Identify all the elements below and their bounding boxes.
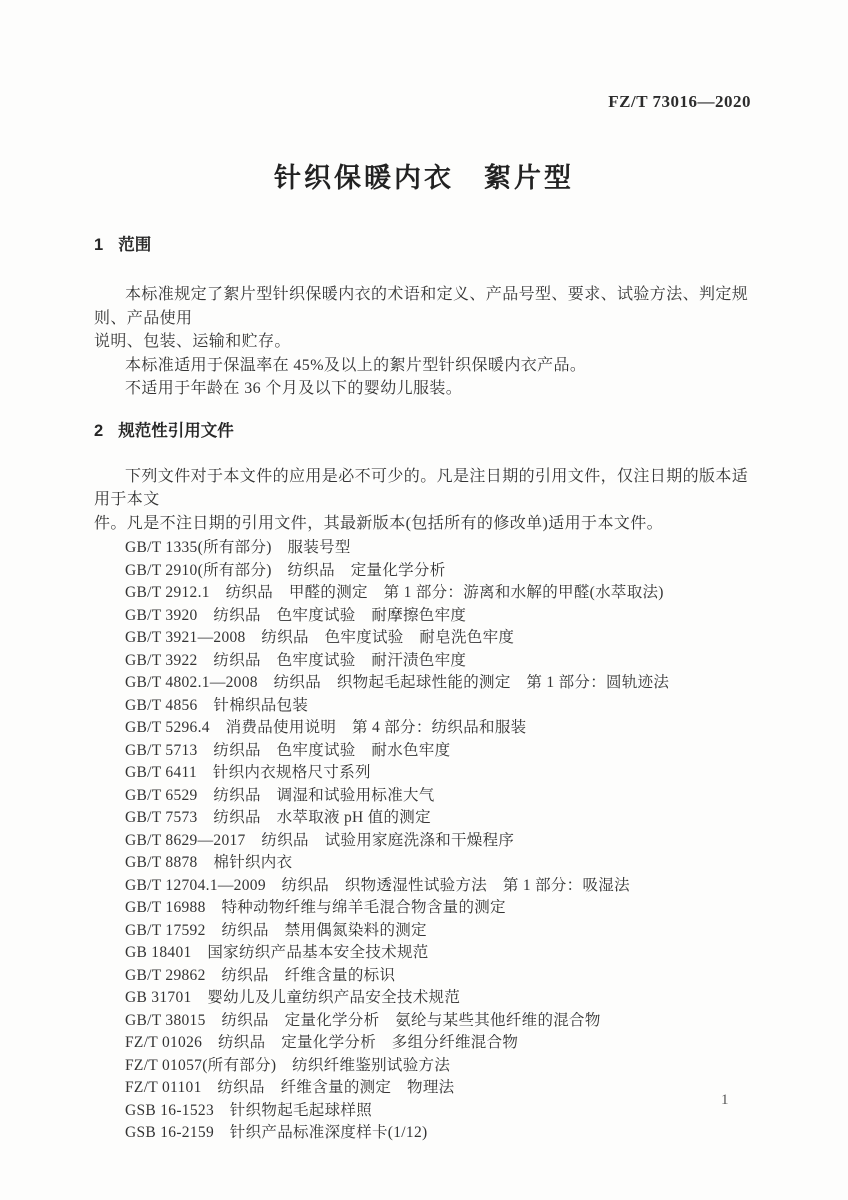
reference-item: GB 31701 婴幼儿及儿童纺织产品安全技术规范 [125,989,461,1006]
standard-code: FZ/T 73016—2020 [608,92,751,111]
reference-item: GB/T 2910(所有部分) 纺织品 定量化学分析 [125,561,446,579]
reference-item: GB/T 38015 纺织品 定量化学分析 氨纶与某些其他纤维的混合物 [125,1011,601,1029]
reference-item: FZ/T 01101 纺织品 纤维含量的测定 物理法 [125,1079,455,1096]
section-1-number: 1 [94,236,104,254]
reference-list [94,537,758,1145]
reference-item: GSB 16-2159 针织产品标准深度样卡(1/12) [125,1124,428,1141]
reference-item: GB/T 8878 棉针织内衣 [125,854,293,871]
reference-item: GSB 16-1523 针织物起毛起球样照 [125,1101,372,1119]
section-1-heading [94,237,758,254]
section-2-intro [94,465,758,536]
paragraph-line: 不适用于年龄在 36 个月及以下的婴幼儿服装。 [125,380,463,397]
reference-item: FZ/T 01026 纺织品 定量化学分析 多组分纤维混合物 [125,1034,519,1051]
reference-item: GB/T 17592 纺织品 禁用偶氮染料的测定 [125,921,427,939]
reference-item: GB/T 7573 纺织品 水萃取液 pH 值的测定 [125,809,431,826]
reference-item: GB/T 6529 纺织品 调湿和试验用标准大气 [125,786,435,804]
reference-item: GB/T 3921—2008 纺织品 色牢度试验 耐皂洗色牢度 [125,629,515,646]
section-2-heading [94,423,758,440]
reference-item: GB/T 16988 特种动物纤维与绵羊毛混合物含量的测定 [125,899,506,916]
reference-item: GB/T 29862 纺织品 纤维含量的标识 [125,966,396,984]
section-2-number: 2 [94,421,104,440]
reference-item: GB/T 4856 针棉织品包装 [125,696,309,714]
reference-item: GB/T 1335(所有部分) 服装号型 [125,539,351,556]
paragraph-line: 本标准适用于保温率在 45%及以上的絮片型针织保暖内衣产品。 [125,356,587,374]
section-1-title: 范围 [118,236,152,254]
page-number: 1 [721,1092,729,1108]
paragraph-line: 本标准规定了絮片型针织保暖内衣的术语和定义、产品号型、要求、试验方法、判定规则、产品使用 [94,286,749,327]
reference-item: FZ/T 01057(所有部分) 纺织纤维鉴别试验方法 [125,1056,451,1074]
paragraph-line: 说明、包装、运输和贮存。 [94,333,291,350]
section-1-body [94,283,758,401]
paragraph-line: 下列文件对于本文件的应用是必不可少的。凡是注日期的引用文件，仅注日期的版本适用于本文 [94,467,749,508]
document-title: 针织保暖内衣 絮片型 [274,163,574,193]
document-content [94,237,758,1145]
reference-item: GB 18401 国家纺织产品基本安全技术规范 [125,944,429,961]
reference-item: GB/T 2912.1 纺织品 甲醛的测定 第 1 部分：游离和水解的甲醛(水萃取法) [125,584,664,601]
reference-item: GB/T 5296.4 消费品使用说明 第 4 部分：纺织品和服装 [125,719,527,736]
section-2-title: 规范性引用文件 [118,421,234,440]
reference-item: GB/T 6411 针织内衣规格尺寸系列 [125,764,371,781]
paragraph-line: 件。凡是不注日期的引用文件，其最新版本(包括所有的修改单)适用于本文件。 [94,514,664,532]
reference-item: GB/T 4802.1—2008 纺织品 织物起毛起球性能的测定 第 1 部分：圆轨迹法 [125,674,670,691]
reference-item: GB/T 3920 纺织品 色牢度试验 耐摩擦色牢度 [125,606,467,624]
reference-item: GB/T 12704.1—2009 纺织品 织物透湿性试验方法 第 1 部分：吸湿法 [125,876,630,894]
reference-item: GB/T 5713 纺织品 色牢度试验 耐水色牢度 [125,741,451,759]
reference-item: GB/T 3922 纺织品 色牢度试验 耐汗渍色牢度 [125,651,467,669]
reference-item: GB/T 8629—2017 纺织品 试验用家庭洗涤和干燥程序 [125,831,515,849]
